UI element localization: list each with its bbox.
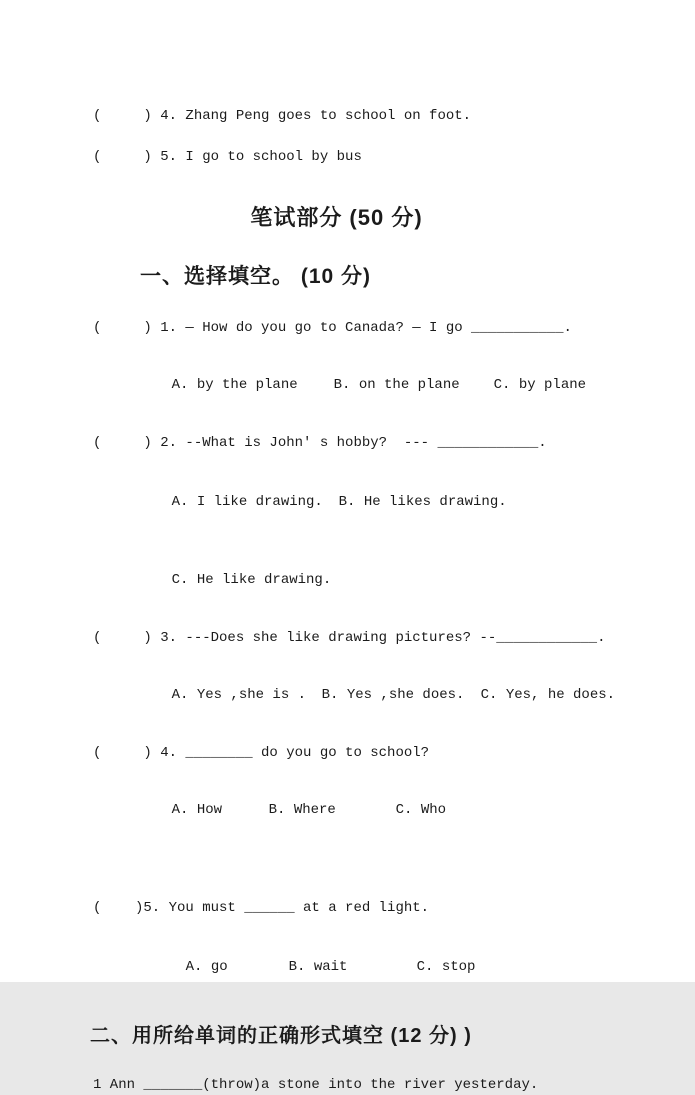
question-2-option-c: C. He like drawing. (171, 572, 332, 588)
question-4-stem: ( ) 4. ________ do you go to school? (93, 745, 430, 761)
question-1-stem: ( ) 1. — How do you go to Canada? — I go ___________. (93, 320, 572, 336)
question-2-stem: ( ) 2. --What is John' s hobby? --- ____________. (93, 435, 547, 451)
question-4-option-c: C. Who (395, 802, 447, 818)
question-2-options-row-2 (138, 552, 695, 609)
listening-item-4: ( ) 4. Zhang Peng goes to school on foot. (93, 108, 472, 124)
question-5-options (152, 939, 695, 996)
question-4-option-a: A. How (171, 802, 223, 818)
question-4-options (138, 782, 695, 839)
question-1-option-c: C. by plane (493, 377, 587, 393)
part1-title: 一、选择填空。 (10 分) (140, 265, 372, 288)
question-3-stem: ( ) 3. ---Does she like drawing pictures? --____________. (93, 630, 606, 646)
question-4-option-b: B. Where (268, 802, 336, 818)
written-section-title: 笔试部分 (50 分) (250, 205, 423, 230)
listening-item-5: ( ) 5. I go to school by bus (93, 149, 362, 165)
question-3-options (138, 667, 695, 724)
question-3-option-c: C. Yes, he does. (480, 687, 616, 703)
question-5-option-b: B. wait (288, 959, 348, 975)
question-2-options-row-1 (138, 474, 695, 531)
question-2-option-b: B. He likes drawing. (338, 494, 507, 510)
question-3-option-b: B. Yes ,she does. (321, 687, 465, 703)
question-1-option-b: B. on the plane (333, 377, 460, 393)
question-3-option-a: A. Yes ,she is . (171, 687, 307, 703)
question-5-option-c: C. stop (416, 959, 476, 975)
fill-in-item-1: 1 Ann _______(throw)a stone into the river yesterday. (93, 1077, 539, 1093)
question-5-stem: ( )5. You must ______ at a red light. (93, 900, 430, 916)
question-2-option-a: A. I like drawing. (171, 494, 323, 510)
question-5-option-a: A. go (185, 959, 228, 975)
question-1-options (138, 357, 695, 414)
part2-title: 二、用所给单词的正确形式填空 (12 分) ) (90, 1025, 472, 1047)
question-1-option-a: A. by the plane (171, 377, 298, 393)
